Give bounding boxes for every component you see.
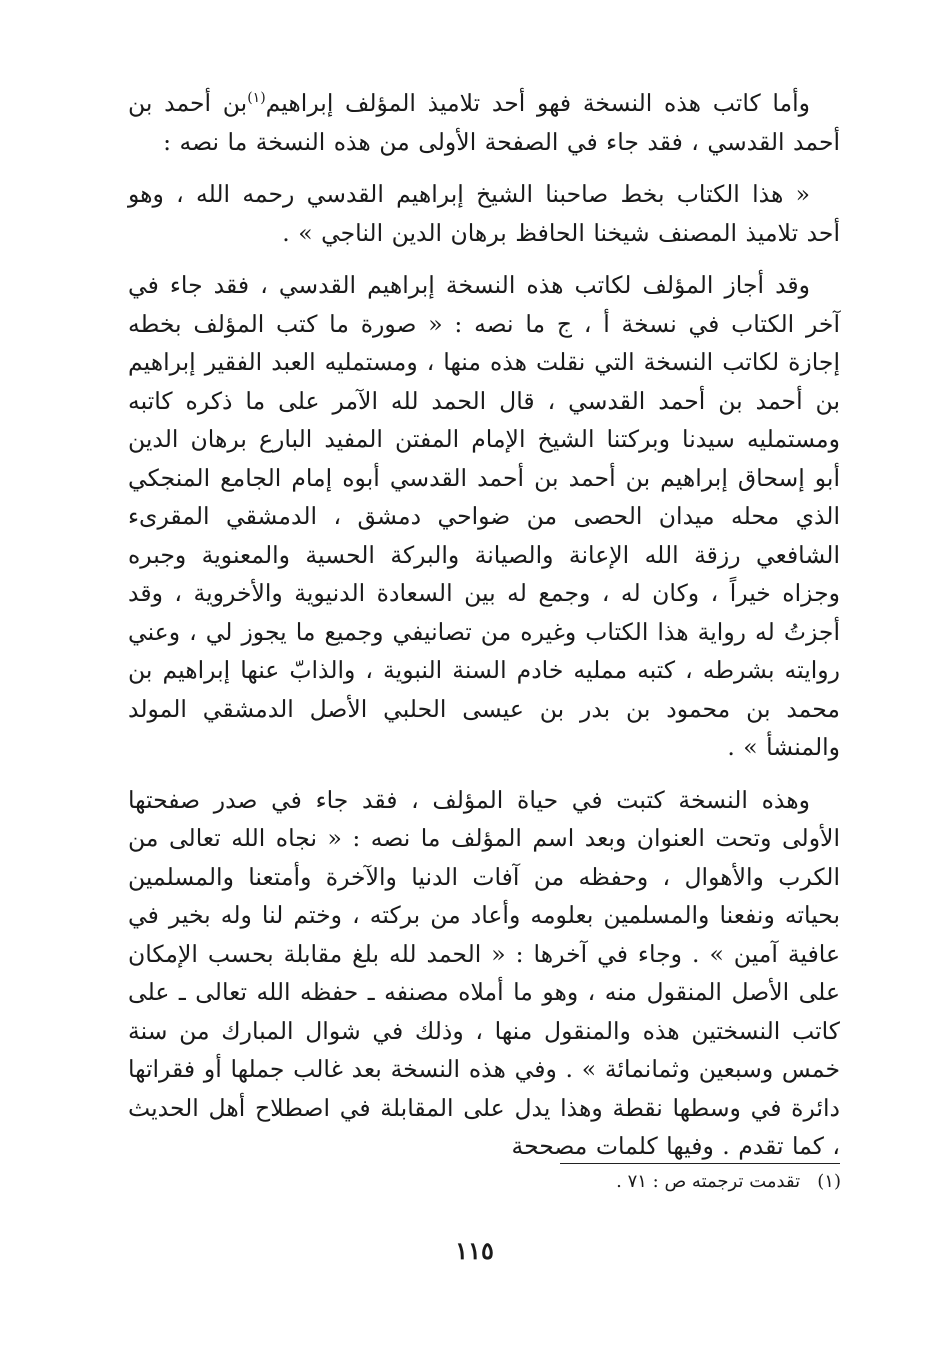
footnote [441,1168,841,1196]
paragraph-copy-date [128,781,840,1166]
paragraph-quote [128,175,840,252]
paragraph-text: « هذا الكتاب بخط صاحبنا الشيخ إبراهيم القدسي رحمه الله ، وهو أحد تلاميذ المصنف شيخنا الحافظ برهان الدين الناجي » . [128,180,840,247]
paragraph-gap [128,252,840,266]
footnote-separator [560,1163,840,1164]
paragraph-text: وقد أجاز المؤلف لكاتب هذه النسخة إبراهيم القدسي ، فقد جاء في آخر الكتاب في نسخة أ ، ج ما نصه : « صورة ما كتب المؤلف بخطه إجازة لكاتب النسخة التي نقلت هذه منها ، ومستمليه العبد الفقير إبراهيم بن أحمد بن أحمد القدسي ، قال الحمد لله الآمر على ما ذكره كاتبه ومستمليه سيدنا وبركتنا الشيخ الإمام المفتن المفيد البارع برهان الدين أبو إسحاق إبراهيم بن أحمد بن أحمد القدسي أبوه إمام الجامع المنجكي الذي محله ميدان الحصى من ضواحي دمشق ، الدمشقي المقرىء الشافعي رزقة الله الإعانة والصيانة والبركة الحسية والمعنوية وجبره وجزاه خيراً ، وكان له ، وجمع له بين السعادة الدنيوية والأخروية ، وقد أجزتُ له رواية هذا الكتاب وغيره من تصانيفي وجميع ما يجوز لي ، وعني روايته بشرطه ، كتبه ممليه خادم السنة النبوية ، والذابّ عنها إبراهيم بن محمد بن محمود بن بدر بن عيسى الحلبي الأصل الدمشقي المولد والمنشأ » . [128,271,840,761]
paragraph-gap [128,767,840,781]
footnote-marker: (١) [817,1171,841,1192]
paragraph-text: وهذه النسخة كتبت في حياة المؤلف ، فقد جاء في صدر صفحتها الأولى وتحت العنوان وبعد اسم المؤلف ما نصه : « نجاه الله تعالى من الكرب والأهوال ، وحفظه من آفات الدنيا والآخرة وأمتعنا والمسلمين بحياته ونفعنا والمسلمين بعلومه وأعاد من بركته ، وختم لنا وله بخير في عافية آمين » . وجاء في آخرها : « الحمد لله بلغ مقابلة بحسب الإمكان على الأصل المنقول منه ، وهو ما أملاه مصنفه ـ حفظه الله تعالى ـ على كاتب النسختين هذه والمنقول منها ، وذلك في شوال المبارك من سنة خمس وسبعين وثمانمائة » . وفي هذه النسخة بعد غالب جملها أو فقراتها دائرة في وسطها نقطة وهذا يدل على المقابلة في اصطلاح أهل الحديث ، كما تقدم . وفيها كلمات مصححة [128,785,840,1160]
main-text [128,84,840,1166]
footnote-text: تقدمت ترجمته ص : ٧١ . [616,1171,801,1192]
paragraph-ijaza [128,266,840,767]
page-number: ١١٥ [455,1236,494,1265]
paragraph-gap [128,161,840,175]
paragraph-scribe [128,84,840,161]
paragraph-text: بن أحمد بن أحمد القدسي ، فقد جاء في الصفحة الأولى من هذه النسخة ما نصه : [128,89,840,156]
footnote-reference: (١) [247,90,266,106]
paragraph-text: وأما كاتب هذه النسخة فهو أحد تلاميذ المؤلف إبراهيم [265,89,811,117]
